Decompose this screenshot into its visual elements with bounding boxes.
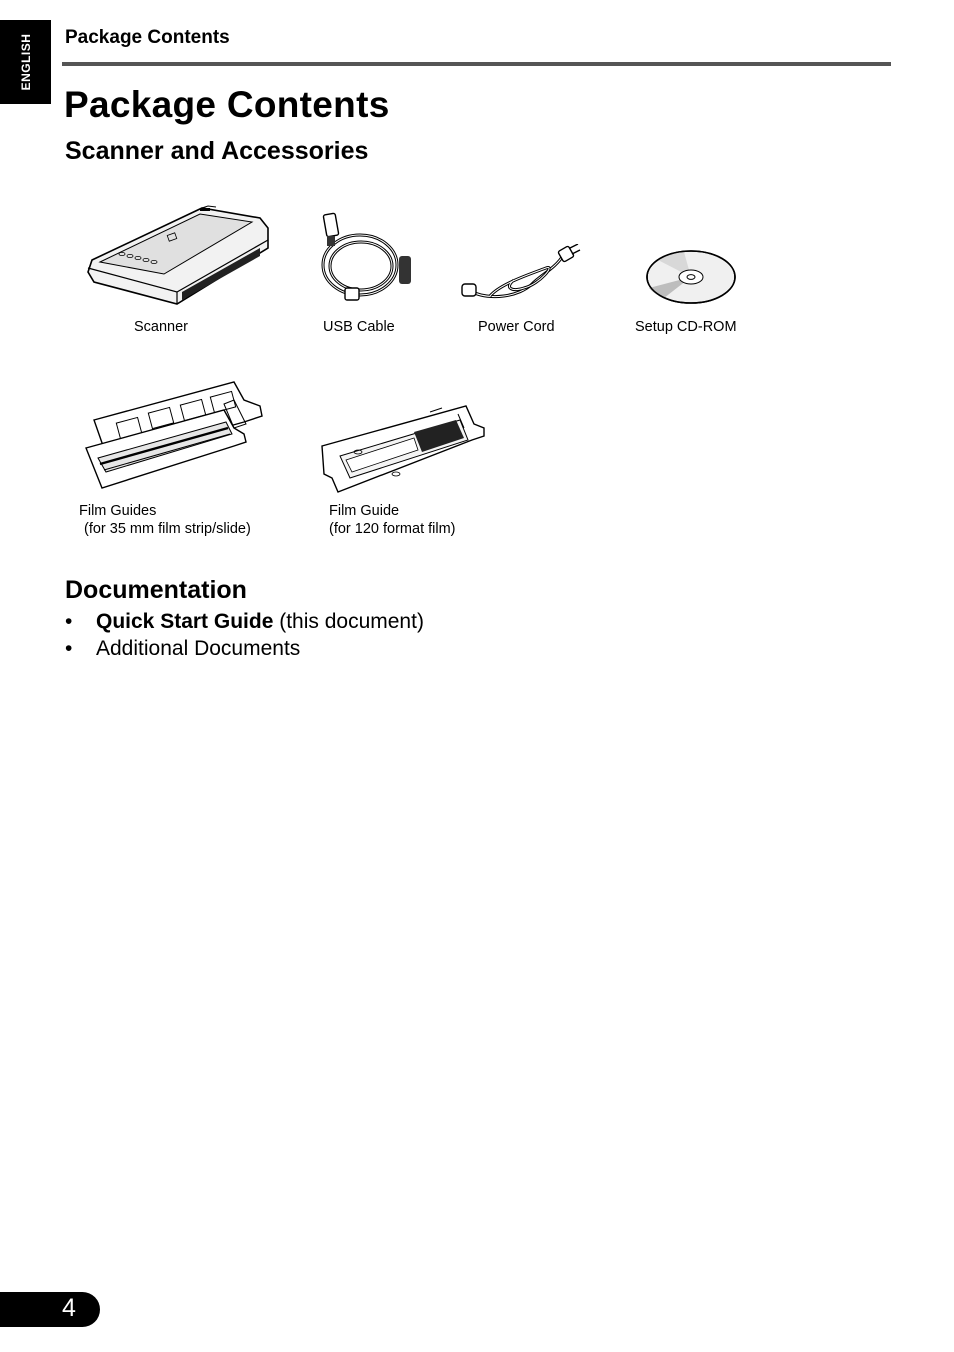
doc-title-rest: (this document) (273, 610, 424, 633)
caption-film-guides-line1: Film Guides (79, 503, 157, 519)
section-heading-accessories: Scanner and Accessories (65, 137, 369, 165)
caption-film-guide-120-line1: Film Guide (329, 503, 400, 519)
page-number: 4 (62, 1294, 76, 1322)
caption-power-cord: Power Cord (478, 319, 555, 335)
language-tab (0, 20, 51, 104)
section-heading-documentation: Documentation (65, 576, 247, 604)
caption-scanner: Scanner (134, 319, 189, 335)
caption-film-guide-120 (329, 502, 456, 538)
caption-film-guides-line2: (for 35 mm film strip/slide) (84, 521, 251, 537)
caption-film-guide-120-line2: (for 120 format film) (329, 521, 456, 537)
film-guides-icon (84, 380, 264, 495)
power-cord-icon (460, 244, 582, 306)
language-label: ENGLISH (18, 33, 33, 91)
doc-title-rest: Additional Documents (96, 637, 301, 660)
list-item (65, 608, 424, 635)
list-item (65, 635, 424, 662)
caption-setup-cd-rom: Setup CD-ROM (635, 319, 737, 335)
cd-rom-icon (644, 248, 738, 306)
bullet-icon: • (65, 637, 73, 660)
page-title: Package Contents (64, 84, 390, 125)
film-guide-120-icon (318, 402, 488, 494)
doc-title-strong: Quick Start Guide (96, 610, 274, 633)
caption-usb-cable: USB Cable (323, 319, 395, 335)
caption-film-guides (79, 502, 251, 538)
header-divider (62, 62, 891, 66)
page-number-tab (0, 1292, 100, 1327)
bullet-icon: • (65, 610, 73, 633)
documentation-list (65, 608, 424, 662)
usb-cable-icon (315, 210, 415, 305)
scanner-icon (82, 200, 272, 312)
running-header: Package Contents (65, 27, 230, 48)
